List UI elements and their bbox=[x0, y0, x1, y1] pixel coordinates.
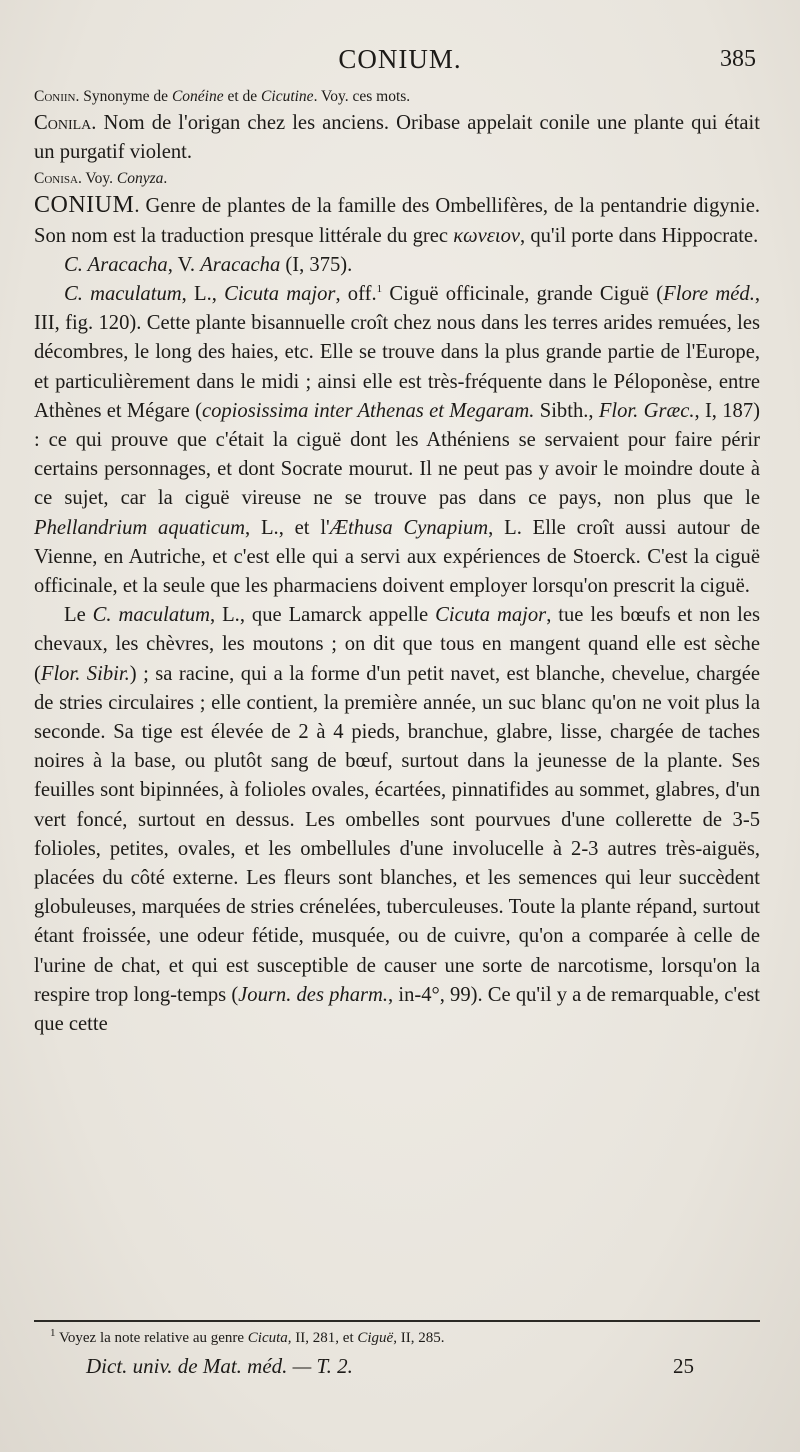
source-title: Journ. des pharm. bbox=[238, 983, 389, 1006]
entry-headword: CONIUM bbox=[34, 192, 135, 219]
cross-reference: Cicutine bbox=[261, 88, 314, 105]
entry-text: , qu'il porte dans Hippocrate. bbox=[520, 224, 759, 247]
cross-reference: Ciguë bbox=[357, 1330, 394, 1346]
footnote bbox=[50, 1328, 750, 1348]
cross-reference: Cicuta bbox=[247, 1330, 288, 1346]
cross-reference: Conéine bbox=[171, 88, 224, 105]
entry-text: (I, 375). bbox=[280, 253, 353, 276]
entry-text: , off. bbox=[335, 283, 377, 306]
entry-text: , L., que Lamarck appelle bbox=[210, 604, 436, 627]
entry-text: Ciguë officinale, grande Ciguë ( bbox=[382, 283, 664, 306]
entry-text: Le bbox=[64, 604, 93, 627]
entry-headword: Coniin bbox=[34, 88, 76, 105]
synonym: Cicuta major bbox=[435, 604, 547, 627]
entry-text: . Nom de l'origan chez les anciens. Oribase appelait conile une plante qui était un purgatif violent. bbox=[34, 112, 760, 164]
source-title: Flor. Sibir. bbox=[40, 662, 130, 685]
plant-name: Phellandrium aquaticum bbox=[34, 516, 246, 539]
entry-text: . Genre de plantes de la famille des Ombellifères, de la pentandrie digynie. Son nom est la traduction presque littérale du grec bbox=[34, 195, 760, 247]
entry-text: . Voy. ces mots. bbox=[313, 88, 411, 105]
species-aracacha bbox=[34, 251, 760, 280]
entry-text: ) ; sa racine, qui a la forme d'un petit navet, est blanche, chevelue, chargée de stries circulaires ; elle contient, la première année, un suc blanc qu'on ne voit plus la seconde. Sa tige est élevée de 2 à 4 pieds, branchue, glabre, lisse, chargée de taches noires à la base, ou plutôt sang de bœuf, surtout dans la jeunesse de la plante. Ses feuilles sont bipinnées, à folioles ovales, écartées, pinnatifides au sommet, glabres, d'un vert foncé, surtout en dessus. Les ombelles sont pourvues d'une collerette de 3-5 folioles, petites, ovales, et les ombellules d'une involucelle à 2-3 autres très-aiguës, placées du côté externe. Les fleurs sont blanches, et les semences qui leur succèdent globuleuses, marquées de stries crénelées, tuberculeuses. Toute la plante répand, surtout étant froissée, une odeur fétide, musquée, ou de cuivre, qu'on a comparée à celle de l'urine de chat, et qui est susceptible de causer une sorte de narcotisme, lorsqu'on la respire trop long-temps ( bbox=[34, 662, 761, 1006]
entry-coniin bbox=[34, 85, 760, 109]
cross-reference: Aracacha bbox=[200, 253, 281, 276]
entry-text: , I, 187) : ce qui prouve que c'était la ciguë dont les Athéniens se servaient pour faire périr certains personnages, et dont Socrate mourut. Il ne peut pas y avoir le moindre doute à ce sujet, car la ciguë vireuse ne se trouve pas dans ce pays, non plus que le bbox=[34, 399, 760, 510]
signature-line: Dict. univ. de Mat. méd. — T. 2. bbox=[86, 1354, 353, 1378]
latin-quote: copiosissima inter Athenas et Megaram. bbox=[201, 399, 535, 422]
entry-conium bbox=[34, 191, 760, 250]
source-title: Flor. Græc. bbox=[598, 399, 695, 422]
page-number: 385 bbox=[720, 46, 756, 72]
species-name: C. Aracacha bbox=[64, 253, 168, 276]
entry-text: . Synonyme de bbox=[75, 88, 172, 105]
species-name: C. maculatum bbox=[64, 283, 182, 306]
entry-text: , III, fig. 120). Cette plante bisannuelle croît chez nous dans les terres arides remuées, les décombres, le long des haies, etc. Elle se trouve dans la plus grande partie de l'Europe, et particulièrement dans le midi ; ainsi elle est très-fréquente dans le Péloponèse, entre Athènes et Mégare ( bbox=[34, 283, 760, 422]
footnote-text: Voyez la note relative au genre bbox=[55, 1330, 248, 1346]
entry-conila bbox=[34, 109, 760, 167]
body-text bbox=[34, 85, 760, 1039]
entry-text: , in-4°, 99). Ce qu'il y a de remarquable, c'est que cette bbox=[34, 983, 760, 1036]
footnote-text: , II, 281, et bbox=[287, 1330, 358, 1346]
page-header bbox=[0, 40, 800, 80]
entry-text: , L., bbox=[181, 283, 225, 306]
entry-text: et de bbox=[223, 88, 262, 105]
footnote-marker: 1 bbox=[50, 1327, 56, 1339]
entry-conisa bbox=[34, 167, 760, 191]
entry-headword: Conisa bbox=[34, 170, 78, 188]
entry-headword: Conila bbox=[34, 112, 92, 134]
entry-text: , L., et l' bbox=[245, 516, 330, 539]
synonym: Cicuta major bbox=[224, 283, 336, 306]
cross-reference: Conyza bbox=[116, 170, 164, 188]
source-title: Flore méd. bbox=[663, 283, 755, 306]
species-maculatum-description bbox=[34, 601, 760, 1039]
plant-name: Æthusa Cynapium bbox=[329, 516, 489, 539]
running-title: CONIUM. bbox=[338, 44, 462, 74]
entry-text: Sibth., bbox=[534, 399, 599, 422]
signature-number: 25 bbox=[673, 1354, 694, 1378]
entry-text: . Voy. bbox=[77, 170, 117, 188]
entry-text: , L. Elle croît aussi autour de Vienne, en Autriche, et c'est elle qui a servi aux expériences de Stoerck. C'est la ciguë officinale, et la seule que les pharmaciens doivent employer lorsqu'on prescrit la ciguë. bbox=[34, 516, 760, 598]
species-name: C. maculatum bbox=[92, 604, 211, 627]
footnote-text: , II, 285. bbox=[393, 1330, 445, 1346]
entry-text: , V. bbox=[167, 253, 201, 276]
footnote-marker: 1 bbox=[376, 283, 383, 296]
entry-text: . bbox=[163, 170, 168, 188]
footnote-rule bbox=[34, 1320, 760, 1322]
entry-text: , tue les bœufs et non les chevaux, les chèvres, les moutons ; on dit que tous en mangent quand elle est sèche ( bbox=[34, 604, 760, 685]
species-maculatum-paragraph bbox=[34, 280, 760, 601]
greek-word: κωνειον bbox=[453, 224, 521, 247]
